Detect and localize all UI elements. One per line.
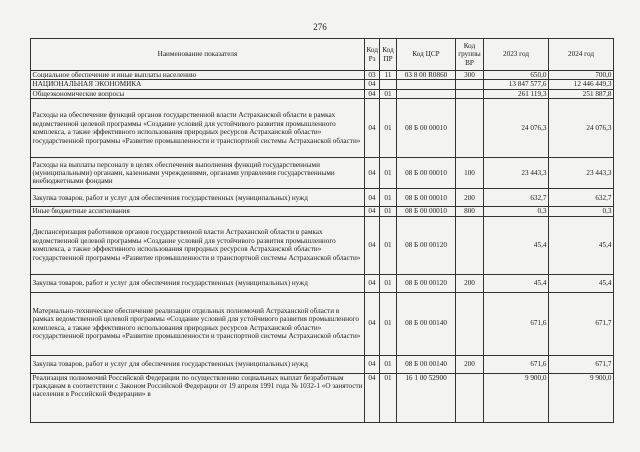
cell-2024: 0,3 [549, 207, 614, 216]
header-2024: 2024 год [549, 39, 614, 71]
cell-name: Социальное обеспечение и иные выплаты населению [31, 71, 365, 80]
table-row [31, 189, 614, 207]
cell-vr [456, 292, 484, 355]
cell-csr: 03 8 00 R0860 [397, 71, 456, 80]
table-row [31, 373, 614, 422]
cell-name: Расходы на выплаты персоналу в целях обеспечения выполнения функций государственными (муниципальными) органами, казенными учреждениями, органами управления государственными внебюджетными фондами [31, 158, 365, 189]
cell-pr: 01 [380, 207, 397, 216]
cell-2023: 650,0 [484, 71, 549, 80]
cell-csr [397, 89, 456, 98]
cell-vr: 300 [456, 71, 484, 80]
cell-csr: 08 Б 00 00140 [397, 355, 456, 373]
header-name: Наименование показателя [31, 39, 365, 71]
table-row [31, 99, 614, 158]
cell-rz: 04 [365, 292, 380, 355]
cell-vr: 100 [456, 158, 484, 189]
cell-vr: 200 [456, 355, 484, 373]
cell-vr [456, 99, 484, 158]
cell-name: НАЦИОНАЛЬНАЯ ЭКОНОМИКА [31, 80, 365, 89]
cell-vr: 800 [456, 207, 484, 216]
cell-rz: 04 [365, 207, 380, 216]
cell-2023: 45,4 [484, 216, 549, 274]
header-rz: Код Рз [365, 39, 380, 71]
table-row [31, 71, 614, 80]
table-row [31, 207, 614, 216]
cell-csr: 08 Б 00 00140 [397, 292, 456, 355]
cell-2024: 9 900,0 [549, 373, 614, 422]
page-number: 276 [313, 22, 327, 32]
cell-pr: 01 [380, 216, 397, 274]
table-row [31, 216, 614, 274]
cell-csr [397, 80, 456, 89]
header-vr: Код группы ВР [456, 39, 484, 71]
header-2023: 2023 год [484, 39, 549, 71]
header-csr: Код ЦСР [397, 39, 456, 71]
cell-2023: 23 443,3 [484, 158, 549, 189]
cell-name: Реализация полномочий Российской Федерации по осуществлению социальных выплат безработным гражданам в соответствии с Законом Российской Федерации от 19 апреля 1991 года № 1032-1 «О занятости населения в Российской Федерации» в [31, 373, 365, 422]
cell-2023: 45,4 [484, 274, 549, 292]
cell-name: Закупка товаров, работ и услуг для обеспечения государственных (муниципальных) нужд [31, 274, 365, 292]
cell-pr: 01 [380, 89, 397, 98]
cell-2023: 671,6 [484, 292, 549, 355]
cell-rz: 04 [365, 89, 380, 98]
cell-vr [456, 80, 484, 89]
cell-csr: 16 1 00 52900 [397, 373, 456, 422]
cell-2024: 23 443,3 [549, 158, 614, 189]
table-row [31, 274, 614, 292]
cell-vr [456, 89, 484, 98]
cell-2024: 671,7 [549, 292, 614, 355]
cell-pr: 01 [380, 274, 397, 292]
cell-csr: 08 Б 00 00120 [397, 274, 456, 292]
cell-name: Закупка товаров, работ и услуг для обеспечения государственных (муниципальных) нужд [31, 355, 365, 373]
cell-rz: 04 [365, 355, 380, 373]
cell-2024: 632,7 [549, 189, 614, 207]
cell-rz: 04 [365, 99, 380, 158]
cell-rz: 04 [365, 373, 380, 422]
cell-2023: 632,7 [484, 189, 549, 207]
cell-2023: 261 119,3 [484, 89, 549, 98]
cell-csr: 08 Б 00 00010 [397, 99, 456, 158]
cell-rz: 04 [365, 189, 380, 207]
cell-pr: 11 [380, 71, 397, 80]
table-row [31, 80, 614, 89]
cell-name: Диспансеризация работников органов государственной власти Астраханской области в рамках ведомственной целевой программы «Создание условий для устойчивого развития промышленного комплекса, а также эффективного использования природных ресурсов Астраханской области» государственной программы «Развитие промышленности и транспортной системы Астраханской области» [31, 216, 365, 274]
table-row [31, 292, 614, 355]
cell-2024: 45,4 [549, 216, 614, 274]
table-header-row [31, 39, 614, 71]
cell-vr: 200 [456, 274, 484, 292]
cell-name: Общеэкономические вопросы [31, 89, 365, 98]
cell-rz: 04 [365, 216, 380, 274]
cell-2024: 12 446 449,3 [549, 80, 614, 89]
table-row [31, 158, 614, 189]
cell-rz: 04 [365, 158, 380, 189]
cell-vr [456, 216, 484, 274]
cell-pr [380, 80, 397, 89]
cell-2023: 0,3 [484, 207, 549, 216]
cell-name: Иные бюджетные ассигнования [31, 207, 365, 216]
budget-table [30, 38, 614, 423]
cell-csr: 08 Б 00 00120 [397, 216, 456, 274]
cell-rz: 04 [365, 80, 380, 89]
cell-csr: 08 Б 00 00010 [397, 158, 456, 189]
cell-pr: 01 [380, 189, 397, 207]
table-row [31, 355, 614, 373]
cell-vr [456, 373, 484, 422]
cell-rz: 03 [365, 71, 380, 80]
cell-csr: 08 Б 00 00010 [397, 207, 456, 216]
cell-pr: 01 [380, 158, 397, 189]
table-row [31, 89, 614, 98]
cell-2024: 251 887,8 [549, 89, 614, 98]
cell-2023: 671,6 [484, 355, 549, 373]
cell-pr: 01 [380, 99, 397, 158]
cell-vr: 200 [456, 189, 484, 207]
cell-2024: 671,7 [549, 355, 614, 373]
header-pr: Код ПР [380, 39, 397, 71]
cell-2023: 9 900,0 [484, 373, 549, 422]
cell-csr: 08 Б 00 00010 [397, 189, 456, 207]
cell-2024: 45,4 [549, 274, 614, 292]
cell-name: Закупка товаров, работ и услуг для обеспечения государственных (муниципальных) нужд [31, 189, 365, 207]
cell-pr: 01 [380, 292, 397, 355]
cell-pr: 01 [380, 355, 397, 373]
cell-2024: 700,0 [549, 71, 614, 80]
cell-2023: 13 847 577,6 [484, 80, 549, 89]
cell-name: Материально-техническое обеспечение реализации отдельных полномочий Астраханской области в рамках ведомственной целевой программы «Создание условий для устойчивого развития промышленного комплекса, а также эффективного использования природных ресурсов Астраханской области» государственной программы «Развитие промышленности и транспортной системы Астраханской области» [31, 292, 365, 355]
cell-2024: 24 076,3 [549, 99, 614, 158]
cell-rz: 04 [365, 274, 380, 292]
cell-2023: 24 076,3 [484, 99, 549, 158]
cell-pr: 01 [380, 373, 397, 422]
cell-name: Расходы на обеспечение функций органов государственной власти Астраханской области в рамках ведомственной целевой программы «Создание условий для устойчивого развития промышленного комплекса, а также эффективного использования природных ресурсов Астраханской области» государственной программы «Развитие промышленности и транспортной системы Астраханской области» [31, 99, 365, 158]
